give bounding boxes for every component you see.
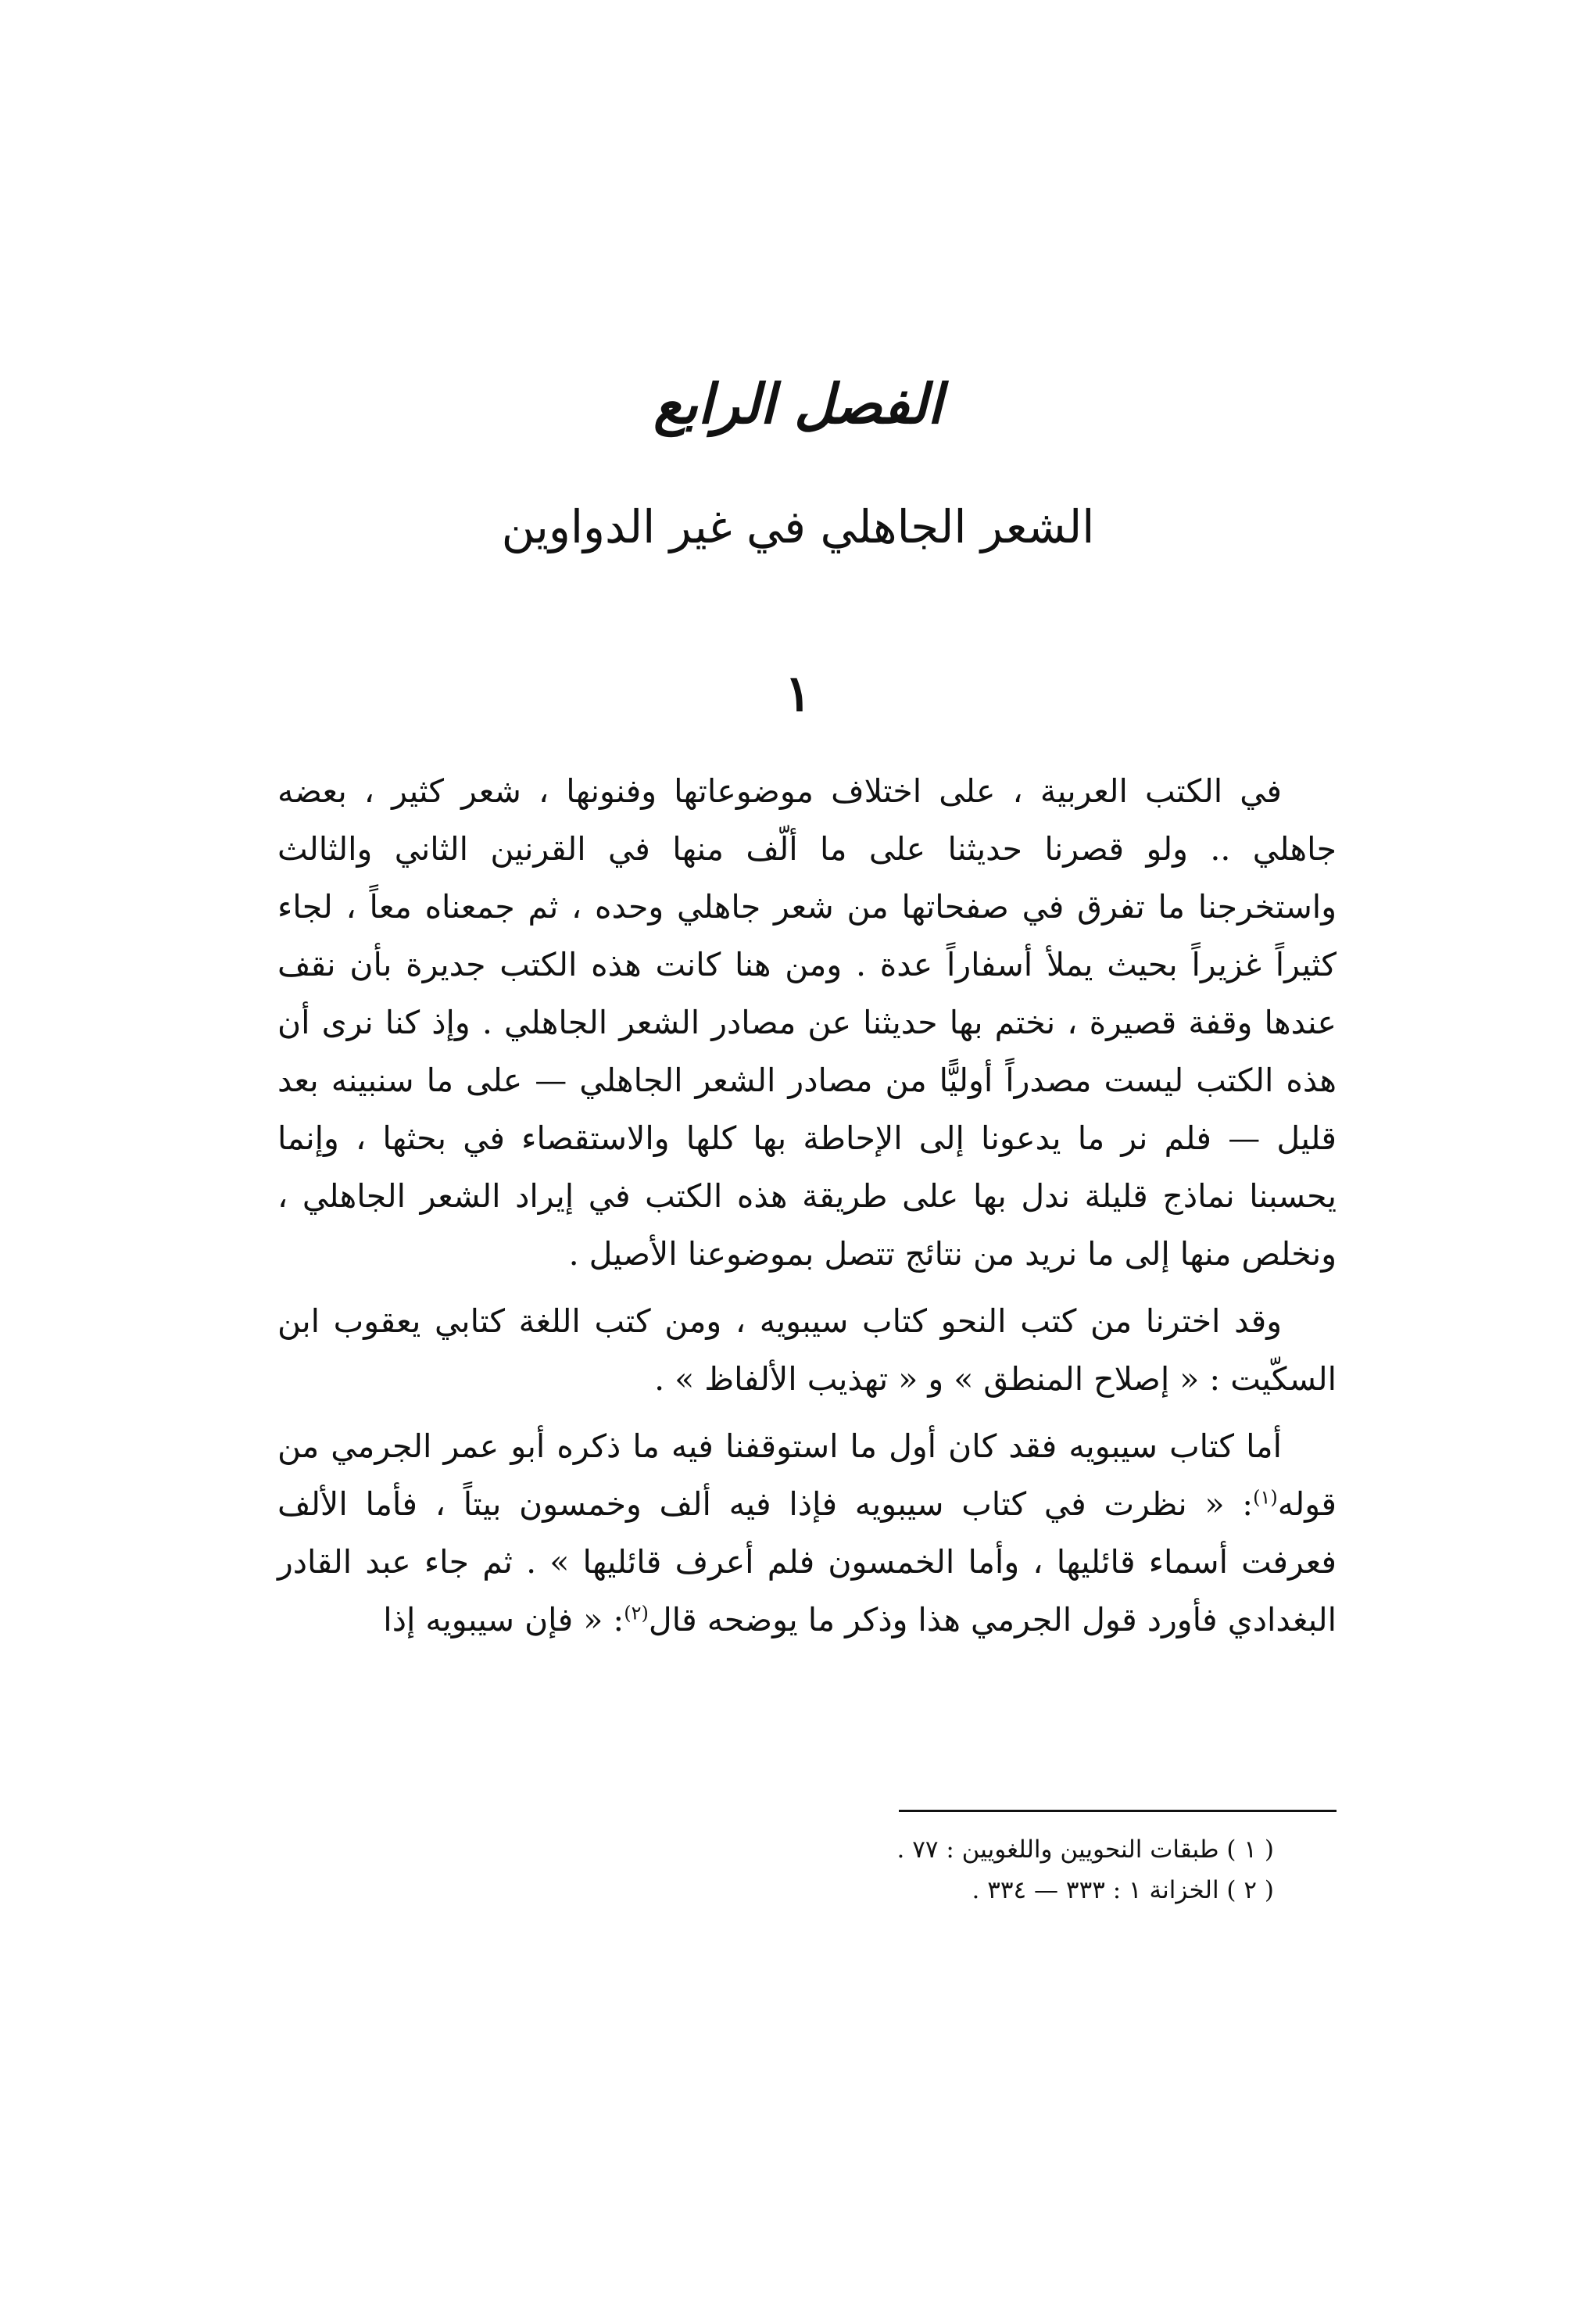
paragraph-1: في الكتب العربية ، على اختلاف موضوعاتها وفنونها ، شعر كثير ، بعضه جاهلي .. ولو قصرنا حديثنا على ما ألّف منها في القرنين الثاني والثالث واستخرجنا ما تفرق في صفحاتها من شعر جاهلي وحده ، ثم جمعناه معاً ، لجاء كثيراً غزيراً بحيث يملأ أسفاراً عدة . ومن هنا كانت هذه الكتب جديرة بأن نقف عندها وقفة قصيرة ، نختم بها حديثنا عن مصادر الشعر الجاهلي . وإذ كنا نرى أن هذه الكتب ليست مصدراً أوليًّا من مصادر الشعر الجاهلي — على ما سنبينه بعد قليل — فلم نر ما يدعونا إلى الإحاطة بها كلها والاستقصاء في بحثها ، وإنما يحسبنا نماذج قليلة ندل بها على طريقة هذه الكتب في إيراد الشعر الجاهلي ، ونخلص منها إلى ما نريد من نتائج تتصل بموضوعنا الأصيل . xyxy=(277,772,1337,1273)
paragraph-3-text-b: : « نظرت في كتاب سيبويه فإذا فيه ألف وخمسون بيتاً ، فأما الألف فعرفت أسماء قائليها ، وأما الخمسون فلم أعرف قائليها » . ثم جاء عبد القادر البغدادي فأورد قول الجرمي هذا وذكر ما يوضحه قال xyxy=(277,1485,1337,1639)
chapter-title: الشعر الجاهلي في غير الدواوين xyxy=(501,500,1095,553)
paragraph-2: وقد اخترنا من كتب النحو كتاب سيبويه ، ومن كتب اللغة كتابي يعقوب ابن السكّيت : « إصلاح المنطق » و « تهذيب الألفاظ » . xyxy=(277,1302,1337,1398)
section-number: ١ xyxy=(784,664,812,723)
footnote-ref-1: (١) xyxy=(1253,1486,1278,1509)
footnote-divider xyxy=(899,1810,1337,1812)
body-text xyxy=(277,762,1337,1658)
paragraph-3 xyxy=(277,1417,1337,1649)
footnotes xyxy=(547,1829,1274,1911)
paragraph-3-text-c: : « فإن سيبويه إذا xyxy=(383,1601,624,1639)
footnote-ref-2: (٢) xyxy=(624,1602,649,1624)
chapter-label: الفصل الرابع xyxy=(653,371,943,436)
paragraph-3-text-a: أما كتاب سيبويه فقد كان أول ما استوقفنا فيه ما ذكره أبو عمر الجرمي من قوله xyxy=(277,1427,1337,1523)
footnote-1: ( ١ ) طبقات النحويين واللغويين : ٧٧ . xyxy=(896,1836,1274,1864)
footnote-2: ( ٢ ) الخزانة ١ : ٣٣٣ — ٣٣٤ . xyxy=(972,1876,1274,1904)
